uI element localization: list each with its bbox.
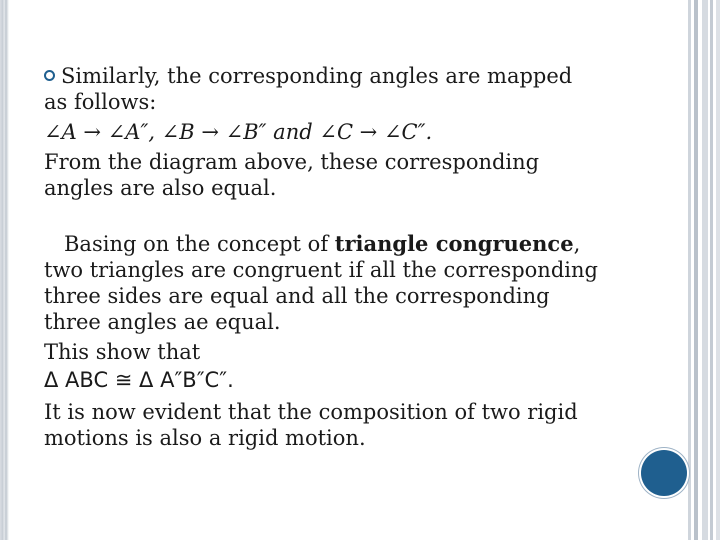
border-stripe xyxy=(688,0,691,540)
text-line: angles are also equal. xyxy=(44,176,277,200)
slide-left-border xyxy=(0,0,9,540)
slide-right-border xyxy=(688,0,720,540)
border-stripe xyxy=(694,0,698,540)
slide-body xyxy=(44,63,634,451)
text-line: as follows: xyxy=(44,90,157,114)
border-stripe xyxy=(716,0,720,540)
paragraph-angles xyxy=(44,63,634,201)
text-line: From the diagram above, these corresponding xyxy=(44,150,540,174)
paragraph-gap xyxy=(44,201,634,231)
text-line: It is now evident that the composition of two rigid xyxy=(44,400,578,424)
text-line: two triangles are congruent if all the corresponding xyxy=(44,258,598,282)
text-span: Basing on the concept of xyxy=(64,232,335,256)
paragraph-congruence xyxy=(44,231,634,451)
blue-circle-icon xyxy=(641,450,687,496)
congruence-statement: Δ ABC ≅ Δ A″B″C″. xyxy=(44,368,234,392)
text-span: , xyxy=(573,232,581,256)
angle-mapping-formula: ∠A → ∠A″, ∠B → ∠B″ and ∠C → ∠C″. xyxy=(44,120,433,144)
text-line: three angles ae equal. xyxy=(44,310,281,334)
text-line: three sides are equal and all the corresponding xyxy=(44,284,550,308)
border-stripe xyxy=(710,0,713,540)
circle-bullet-icon xyxy=(44,70,55,81)
text-line: This show that xyxy=(44,340,201,364)
text-line xyxy=(44,63,634,89)
bold-term: triangle congruence xyxy=(334,231,574,256)
text-span: Similarly, the corresponding angles are mapped xyxy=(61,64,573,88)
text-line: motions is also a rigid motion. xyxy=(44,426,366,450)
text-line xyxy=(44,231,634,257)
border-stripe xyxy=(702,0,708,540)
